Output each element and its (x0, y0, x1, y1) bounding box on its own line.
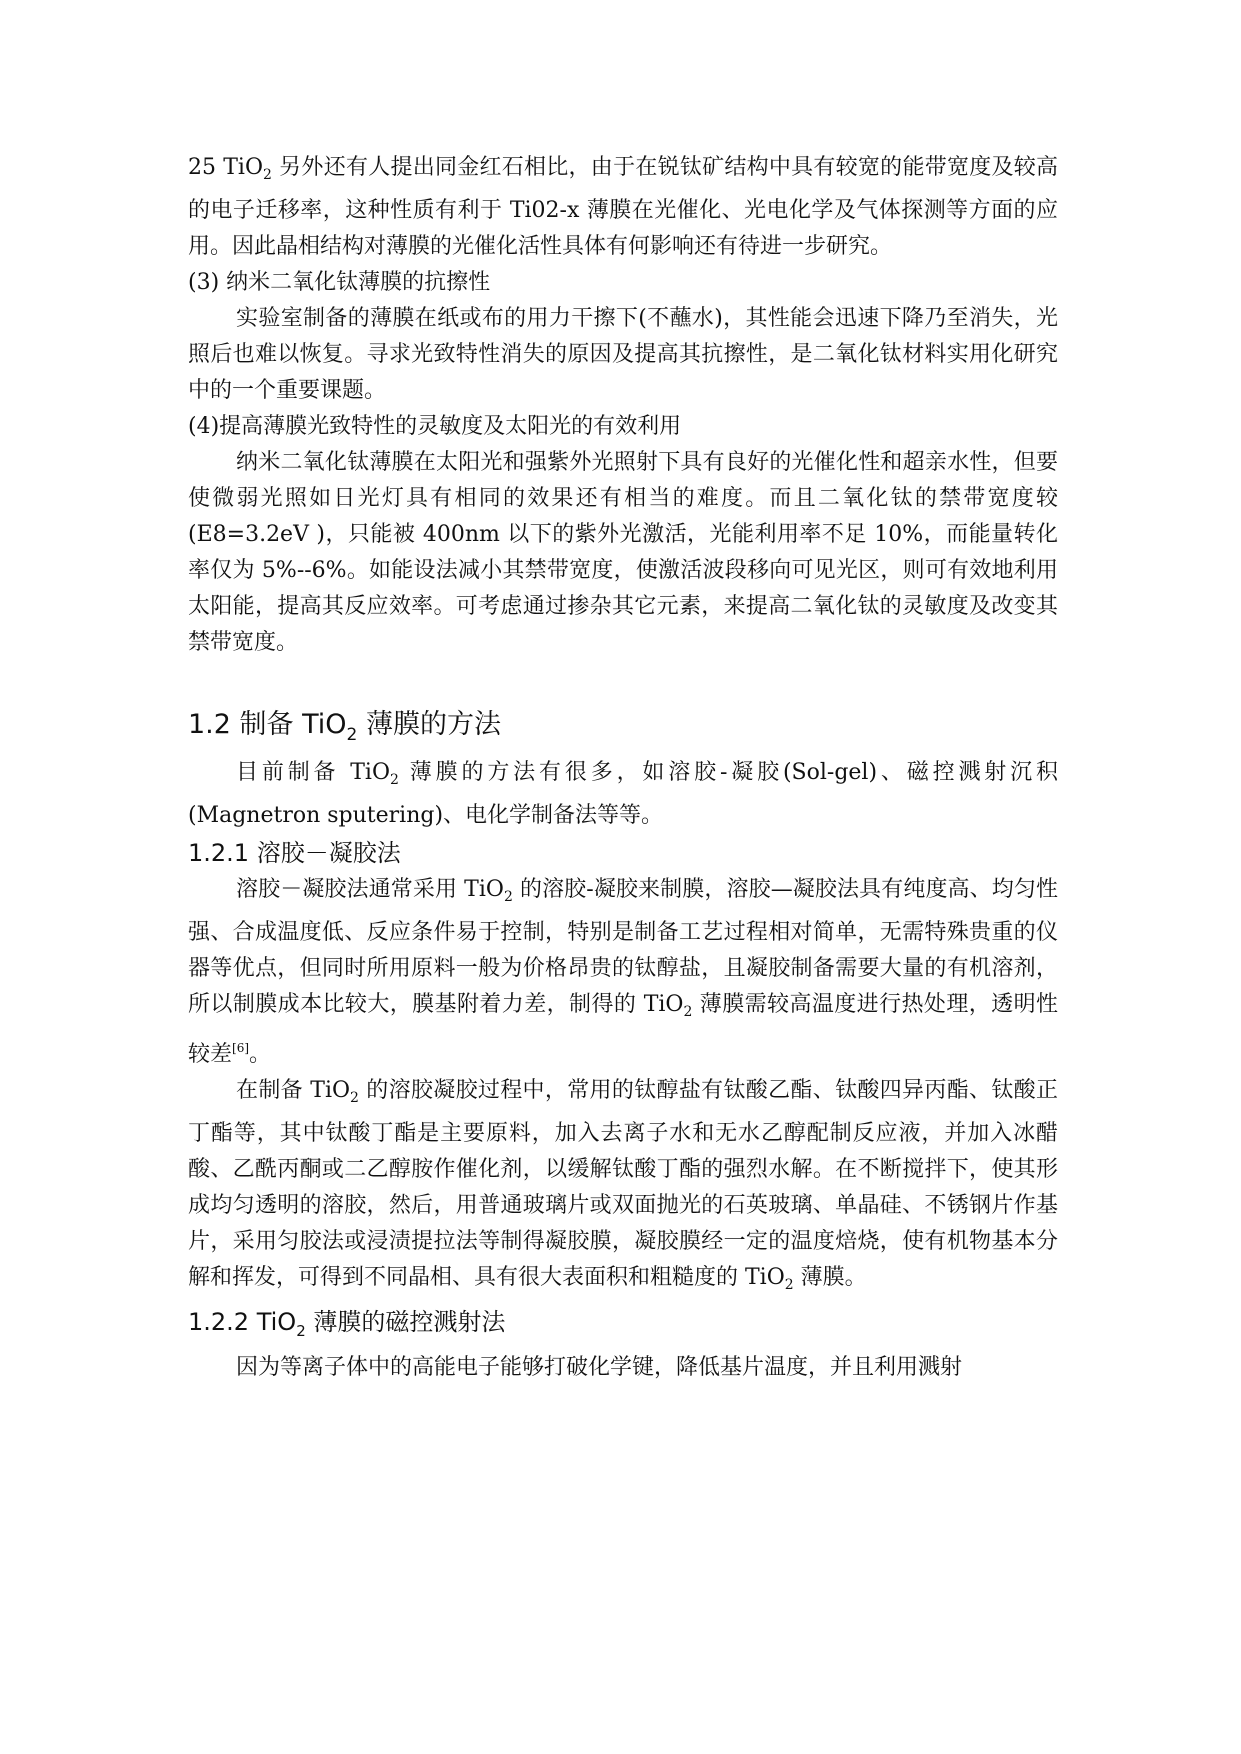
section-heading-1-2-1: 1.2.1 溶胶－凝胶法 (188, 839, 401, 867)
subscript: 2 (296, 1322, 306, 1340)
subscript: 2 (683, 1004, 693, 1020)
text-run: 的溶胶凝胶过程中，常用的钛醇盐有钛酸乙酯、钛酸四异丙酯、钛酸正丁酯等，其中钛酸丁酯是主要原料，加入去离子水和无水乙醇配制反应液，并加入冰醋酸、乙酰丙酮或二乙醇胺作催化剂，以缓解钛酸丁酯的强烈水解。在不断搅拌下，使其形成均匀透明的溶胶，然后，用普通玻璃片或双面抛光的石英玻璃、单晶硅、不锈钢片作基片，采用匀胶法或浸渍提拉法等制得凝胶膜，凝胶膜经一定的温度焙烧，使有机物基本分解和挥发，可得到不同晶相、具有很大表面积和粗糙度的 TiO (188, 1078, 1058, 1290)
paragraph-crystal-phase (188, 150, 1058, 265)
text-run: 薄膜的方法有很多，如溶胶-凝胶(Sol-gel)、磁控溅射沉积(Magnetron sputering)、电化学制备法等等。 (188, 760, 1058, 828)
document-page (188, 150, 1058, 1386)
text-run: 1.2 制备 TiO (188, 709, 347, 740)
paragraph-methods-intro (188, 755, 1058, 834)
subscript: 2 (390, 772, 399, 788)
section-heading-1-2-2 (188, 1303, 1058, 1350)
text-run: 目前制备 TiO (236, 760, 390, 785)
paragraph-magnetron-sputtering: 因为等离子体中的高能电子能够打破化学键，降低基片温度，并且利用溅射 (236, 1355, 963, 1380)
text-run: 薄膜的方法 (357, 709, 501, 740)
text-run: 另外还有人提出同金红石相比，由于在锐钛矿结构中具有较宽的能带宽度及较高的电子迁移率，这种性质有利于 Ti02-x 薄膜在光催化、光电化学及气体探测等方面的应用。因此晶相结构对薄膜的光催化活性具体有何影响还有待进一步研究。 (188, 155, 1059, 259)
text-run: 1.2.2 TiO (188, 1308, 297, 1336)
text-run: 薄膜需较高温度进行热处理，透明性较差 (188, 992, 1058, 1067)
paragraph-sol-gel-overview (188, 872, 1058, 1073)
text-run: 薄膜。 (793, 1265, 867, 1290)
subscript: 2 (503, 889, 513, 905)
text-run: 溶胶－凝胶法通常采用 TiO (236, 877, 504, 902)
text-run: 在制备 TiO (236, 1078, 351, 1103)
citation-reference: [6] (232, 1041, 250, 1055)
text-run: 薄膜的磁控溅射法 (305, 1308, 506, 1336)
item-3-heading: (3) 纳米二氧化钛薄膜的抗擦性 (188, 270, 491, 295)
text-run: 的溶胶-凝胶来制膜，溶胶—凝胶法具有纯度高、均匀性强、合成温度低、反应条件易于控制，特别是制备工艺过程相对简单，无需特殊贵重的仪器等优点，但同时所用原料一般为价格昂贵的钛醇盐，且凝胶制备需要大量的有机溶剂，所以制膜成本比较大，膜基附着力差，制得的 TiO (188, 877, 1058, 1017)
subscript: 2 (263, 167, 272, 183)
text-run: 。 (249, 1042, 272, 1067)
subscript: 2 (346, 725, 358, 745)
subscript: 2 (784, 1277, 794, 1293)
paragraph-sol-gel-process (188, 1073, 1058, 1303)
text-run: 25 TiO (188, 155, 263, 180)
item-4-heading: (4)提高薄膜光致特性的灵敏度及太阳光的有效利用 (188, 414, 682, 439)
section-heading-1-2 (188, 705, 1058, 755)
paragraph-abrasion-resistance: 实验室制备的薄膜在纸或布的用力干擦下(不蘸水)，其性能会迅速下降乃至消失，光照后也难以恢复。寻求光致特性消失的原因及提高其抗擦性，是二氧化钛材料实用化研究中的一个重要课题。 (188, 306, 1058, 403)
paragraph-sensitivity: 纳米二氧化钛薄膜在太阳光和强紫外光照射下具有良好的光催化性和超亲水性，但要使微弱光照如日光灯具有相同的效果还有相当的难度。而且二氧化钛的禁带宽度较(E8=3.2eV )，只能被 400nm 以下的紫外光激活，光能利用率不足 10%，而能量转化率仅为 5%--6%。如能设法减小其禁带宽度，使激活波段移向可见光区，则可有效地利用太阳能，提高其反应效率。可考虑通过掺杂其它元素，来提高二氧化钛的灵敏度及改变其禁带宽度。 (188, 450, 1058, 655)
subscript: 2 (350, 1090, 359, 1106)
